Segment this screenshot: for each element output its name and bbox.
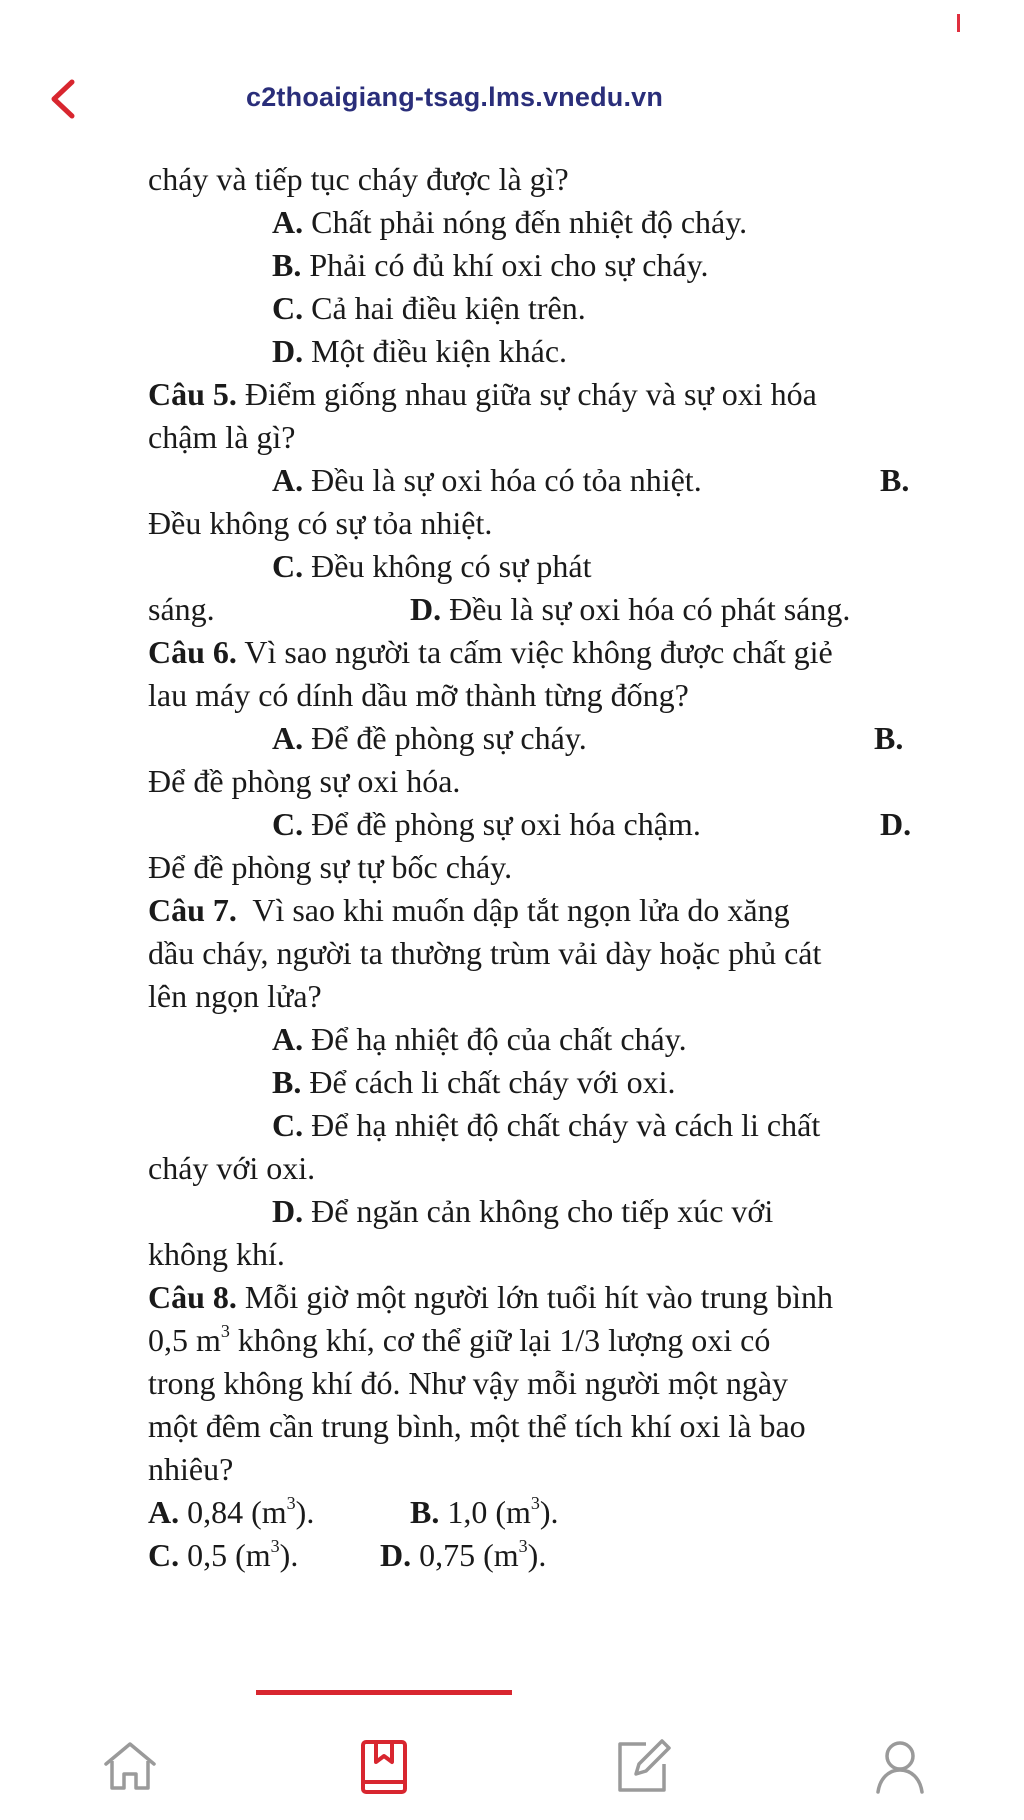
q6-option-c: C. Để đề phòng sự oxi hóa chậm. [272, 806, 701, 842]
question-5-text: Câu 5. Điểm giống nhau giữa sự cháy và sự oxi hóa [148, 376, 817, 412]
q5-option-b-letter: B. [880, 462, 910, 498]
q8-option-d: D. 0,75 $(m^3)$. [380, 1536, 547, 1573]
question-4-tail: cháy và tiếp tục cháy được là gì? [148, 161, 569, 197]
book-icon [348, 1730, 420, 1802]
question-7-text-cont-2: lên ngọn lửa? [148, 978, 322, 1014]
q7-option-d: D. Để ngăn cản không cho tiếp xúc với [272, 1193, 774, 1229]
q4-option-b: B. Phải có đủ khí oxi cho sự cháy. [272, 247, 709, 283]
edit-icon [606, 1730, 678, 1802]
page-url: c2thoaigiang-tsag.lms.vnedu.vn [246, 82, 664, 112]
q7-option-c: C. Để hạ nhiệt độ chất cháy và cách li chất [272, 1107, 821, 1143]
q6-option-b-letter: B. [874, 720, 904, 756]
active-tab-indicator [256, 1690, 512, 1695]
q8-option-a: A. 0,84 $(m^3)$. [148, 1493, 315, 1530]
q6-option-a: A. Để đề phòng sự cháy. [272, 720, 587, 756]
question-8-text: Câu 8. Mỗi giờ một người lớn tuổi hít vào trung bình [148, 1279, 834, 1315]
question-8-text-cont: 0,5 $m^3$ không khí, cơ thể giữ lại 1/3 lượng oxi có [148, 1321, 771, 1358]
q5-option-a: A. Đều là sự oxi hóa có tỏa nhiệt. [272, 462, 702, 498]
question-8-text-cont-2: trong không khí đó. Như vậy mỗi người một ngày [148, 1365, 789, 1401]
tab-edit[interactable] [606, 1730, 678, 1802]
question-6-text: Câu 6. Vì sao người ta cấm việc không được chất giẻ [148, 634, 833, 670]
question-5-text-cont: chậm là gì? [148, 419, 296, 455]
question-8-text-cont-3: một đêm cần trung bình, một thể tích khí oxi là bao [148, 1408, 806, 1444]
q7-option-a: A. Để hạ nhiệt độ của chất cháy. [272, 1021, 687, 1057]
tab-profile[interactable] [864, 1730, 936, 1802]
q7-option-d-cont: không khí. [148, 1236, 285, 1272]
question-7-text-cont: dầu cháy, người ta thường trùm vải dày hoặc phủ cát [148, 935, 822, 971]
q6-option-b-text: Để đề phòng sự oxi hóa. [148, 763, 461, 799]
q4-option-a: A. Chất phải nóng đến nhiệt độ cháy. [272, 204, 748, 240]
q4-option-d: D. Một điều kiện khác. [272, 333, 568, 369]
q5-option-b-text: Đều không có sự tỏa nhiệt. [148, 505, 493, 541]
question-7-text: Câu 7. Vì sao khi muốn dập tắt ngọn lửa do xăng [148, 892, 790, 928]
q5-option-d: D. Đều là sự oxi hóa có phát sáng. [410, 591, 851, 627]
top-bar [0, 60, 1024, 140]
q5-option-c-cont: sáng. [148, 591, 215, 627]
tab-book[interactable] [348, 1730, 420, 1802]
status-indicator [957, 14, 960, 32]
bottom-tab-bar [0, 1680, 1024, 1820]
q8-option-b: B. 1,0 $(m^3)$. [410, 1493, 559, 1530]
q4-option-c: C. Cả hai điều kiện trên. [272, 290, 586, 326]
q7-option-b: B. Để cách li chất cháy với oxi. [272, 1064, 676, 1100]
q8-option-c: C. 0,5 $(m^3)$. [148, 1536, 299, 1573]
q5-option-c: C. Đều không có sự phát [272, 548, 592, 584]
tab-home[interactable] [94, 1730, 166, 1802]
back-button[interactable] [40, 74, 90, 124]
q7-option-c-cont: cháy với oxi. [148, 1150, 316, 1186]
user-icon [864, 1730, 936, 1802]
chevron-left-icon [40, 74, 90, 124]
question-8-text-cont-4: nhiêu? [148, 1451, 234, 1487]
home-icon [94, 1730, 166, 1802]
question-6-text-cont: lau máy có dính dầu mỡ thành từng đống? [148, 677, 689, 713]
q6-option-d-text: Để đề phòng sự tự bốc cháy. [148, 849, 513, 885]
q6-option-d-letter: D. [880, 806, 912, 842]
